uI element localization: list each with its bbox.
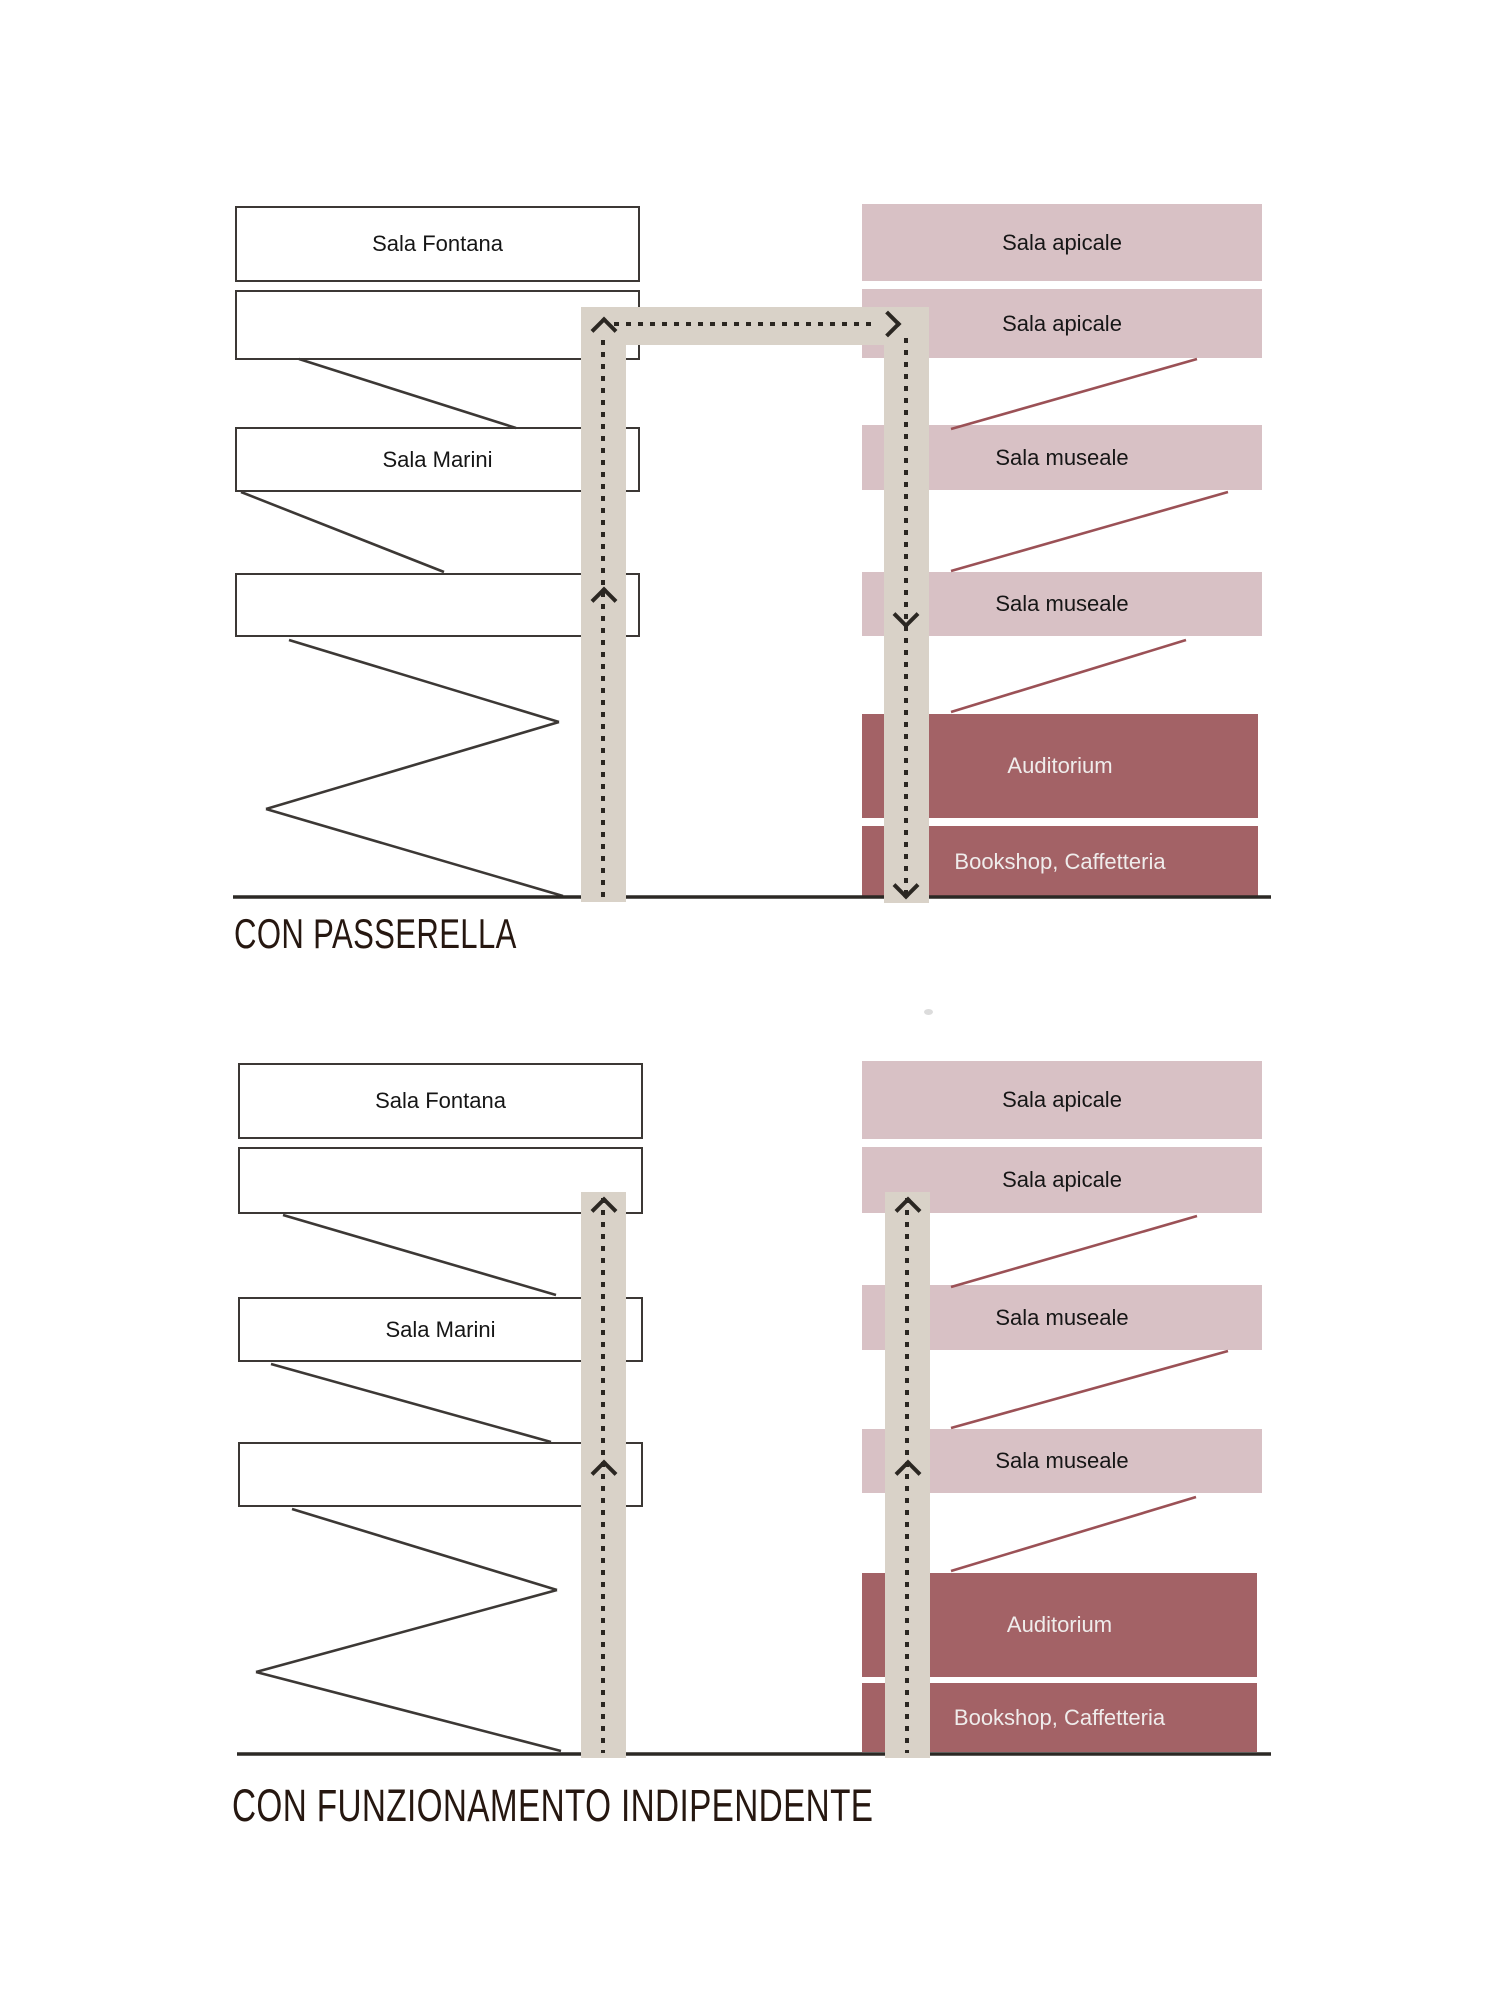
room-label: Sala Fontana [375, 1088, 506, 1113]
room-label: Sala apicale [1002, 310, 1122, 336]
diagram-title-con-funzionamento-indipendente: CON FUNZIONAMENTO INDIPENDENTE [232, 1780, 874, 1831]
room-box-sala-marini [235, 427, 640, 492]
room-label: Bookshop, Caffetteria [953, 1704, 1166, 1730]
ramp-line [266, 809, 563, 896]
ramp-line [271, 1364, 551, 1442]
ramp-line [256, 1672, 561, 1751]
ramp-line-red [951, 1497, 1196, 1571]
path-dotted-horizontal [614, 322, 876, 326]
room-box-empty-upper [235, 290, 640, 360]
room-label: Sala apicale [1002, 1167, 1122, 1192]
room-label: Sala Marini [385, 1316, 496, 1342]
diagram-title-con-passerella: CON PASSERELLA [234, 910, 517, 957]
ramp-line-red [951, 640, 1186, 712]
stray-mark [924, 1009, 933, 1015]
room-box-sala-fontana [238, 1063, 643, 1139]
ramp-line [283, 1215, 556, 1295]
ramp-line [292, 1509, 557, 1590]
room-label: Sala museale [995, 444, 1129, 470]
room-label: Sala apicale [1002, 229, 1122, 255]
ramp-line-red [951, 492, 1228, 571]
room-label: Auditorium [1007, 753, 1113, 778]
room-label: Auditorium [1006, 1612, 1113, 1637]
room-label: Sala apicale [1002, 1087, 1122, 1112]
ramp-line-red [951, 1351, 1228, 1428]
room-box-sala-apicale-1 [862, 204, 1262, 281]
ramp-line [299, 359, 516, 428]
ramp-line [289, 640, 559, 722]
ramp-line [241, 492, 444, 572]
room-label: Sala museale [995, 1304, 1129, 1330]
room-label: Sala Marini [382, 446, 493, 472]
room-label: Sala museale [995, 591, 1129, 616]
room-label: Sala museale [995, 1448, 1129, 1473]
room-box-sala-apicale-1 [862, 1061, 1262, 1139]
path-dotted-vertical-left [601, 340, 605, 897]
room-box-sala-fontana [235, 206, 640, 282]
room-label: Bookshop, Caffetteria [954, 848, 1166, 874]
room-box-empty-lower [235, 573, 640, 637]
ramp-line-red [951, 359, 1197, 429]
room-label: Sala Fontana [372, 231, 503, 256]
ramp-line [266, 722, 559, 809]
ramp-line-red [951, 1216, 1197, 1287]
ramp-line [256, 1590, 557, 1672]
